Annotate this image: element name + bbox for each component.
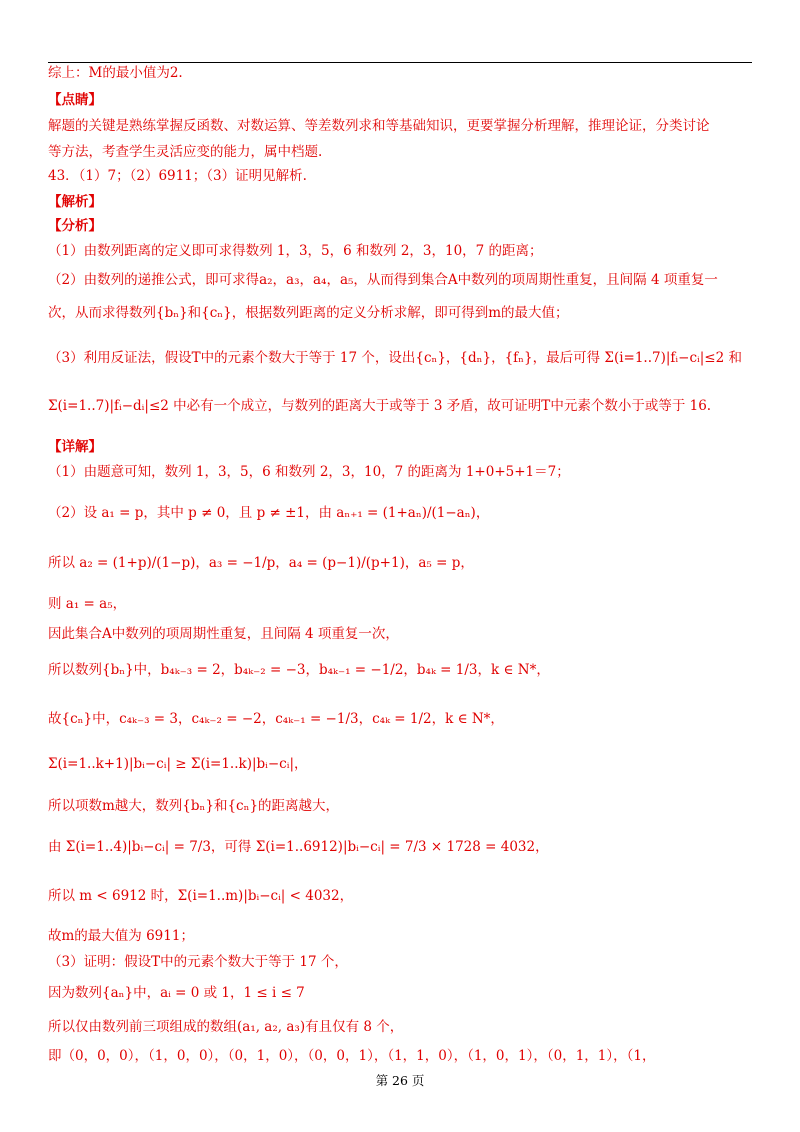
detail-line-7: 故{cₙ}中，c₄ₖ₋₃ = 3，c₄ₖ₋₂ = −2，c₄ₖ₋₁ = −1/3，c₄ₖ = 1/2，k ∈ N*， (48, 711, 504, 727)
detail-line-13: （3）证明：假设T中的元素个数大于等于 17 个， (48, 954, 348, 970)
text-line-1: 综上：M的最小值为2. (48, 65, 183, 81)
section-heading-jiexi: 【解析】 (48, 194, 102, 210)
detail-line-16: 即（0，0，0），（1，0，0），（0，1，0），（0，0，1），（1，1，0），（1，0，1），（0，1，1），（1， (48, 1048, 656, 1064)
section-heading-xiangjie: 【详解】 (48, 439, 102, 455)
detail-line-12: 故m的最大值为 6911； (48, 928, 194, 944)
detail-line-6: 所以数列{bₙ}中，b₄ₖ₋₃ = 2，b₄ₖ₋₂ = −3，b₄ₖ₋₁ = −1/2，b₄ₖ = 1/3，k ∈ N*， (48, 662, 550, 678)
page-number: 第 26 页 (375, 1073, 425, 1088)
header-rule (48, 62, 752, 63)
detail-line-8: Σ(i=1..k+1)|bᵢ−cᵢ| ≥ Σ(i=1..k)|bᵢ−cᵢ|， (48, 756, 308, 772)
section-heading-dianjing: 【点睛】 (48, 92, 102, 108)
section-heading-fenxi: 【分析】 (48, 218, 102, 234)
analysis-line-2: （2）由数列的递推公式，即可求得a₂，a₃，a₄，a₅，从而得到集合A中数列的项周期性重复，且间隔 4 项重复一 (48, 272, 718, 288)
text-line-3: 解题的关键是熟练掌握反函数、对数运算、等差数列求和等基础知识，更要掌握分析理解，推理论证，分类讨论 (48, 118, 710, 134)
analysis-line-1: （1）由数列距离的定义即可求得数列 1，3，5，6 和数列 2，3，10，7 的距离； (48, 243, 543, 259)
detail-line-3: 所以 a₂ = (1+p)/(1−p)，a₃ = −1/p，a₄ = (p−1)/(p+1)，a₅ = p， (48, 555, 474, 571)
detail-line-1: （1）由题意可知，数列 1，3，5，6 和数列 2，3，10，7 的距离为 1+0+5+1＝7； (48, 464, 570, 480)
detail-line-2: （2）设 a₁ = p，其中 p ≠ 0，且 p ≠ ±1，由 aₙ₊₁ = (1+aₙ)/(1−aₙ)， (48, 505, 490, 521)
detail-line-10: 由 Σ(i=1..4)|bᵢ−cᵢ| = 7/3，可得 Σ(i=1..6912)|bᵢ−cᵢ| = 7/3 × 1728 = 4032， (48, 839, 549, 855)
answer-line-43: 43．（1）7；（2）6911；（3）证明见解析. (48, 168, 307, 184)
analysis-line-3: 次，从而求得数列{bₙ}和{cₙ}，根据数列距离的定义分析求解，即可得到m的最大值； (48, 305, 569, 321)
text-line-4: 等方法，考查学生灵活应变的能力，属中档题. (48, 144, 323, 160)
detail-line-5: 因此集合A中数列的项周期性重复，且间隔 4 项重复一次， (48, 626, 399, 642)
analysis-line-5: Σ(i=1..7)|fᵢ−dᵢ|≤2 中必有一个成立，与数列的距离大于或等于 3 矛盾，故可证明T中元素个数小于或等于 16. (48, 398, 712, 414)
detail-line-4: 则 a₁ = a₅， (48, 596, 127, 612)
detail-line-11: 所以 m < 6912 时，Σ(i=1..m)|bᵢ−cᵢ| < 4032， (48, 888, 354, 904)
detail-line-9: 所以项数m越大，数列{bₙ}和{cₙ}的距离越大， (48, 798, 340, 814)
analysis-line-4: （3）利用反证法，假设T中的元素个数大于等于 17 个，设出{cₙ}，{dₙ}，{fₙ}，最后可得 Σ(i=1..7)|fᵢ−cᵢ|≤2 和 (48, 350, 742, 366)
detail-line-15: 所以仅由数列前三项组成的数组(a₁, a₂, a₃)有且仅有 8 个， (48, 1019, 404, 1035)
detail-line-14: 因为数列{aₙ}中，aᵢ = 0 或 1，1 ≤ i ≤ 7 (48, 985, 305, 1001)
